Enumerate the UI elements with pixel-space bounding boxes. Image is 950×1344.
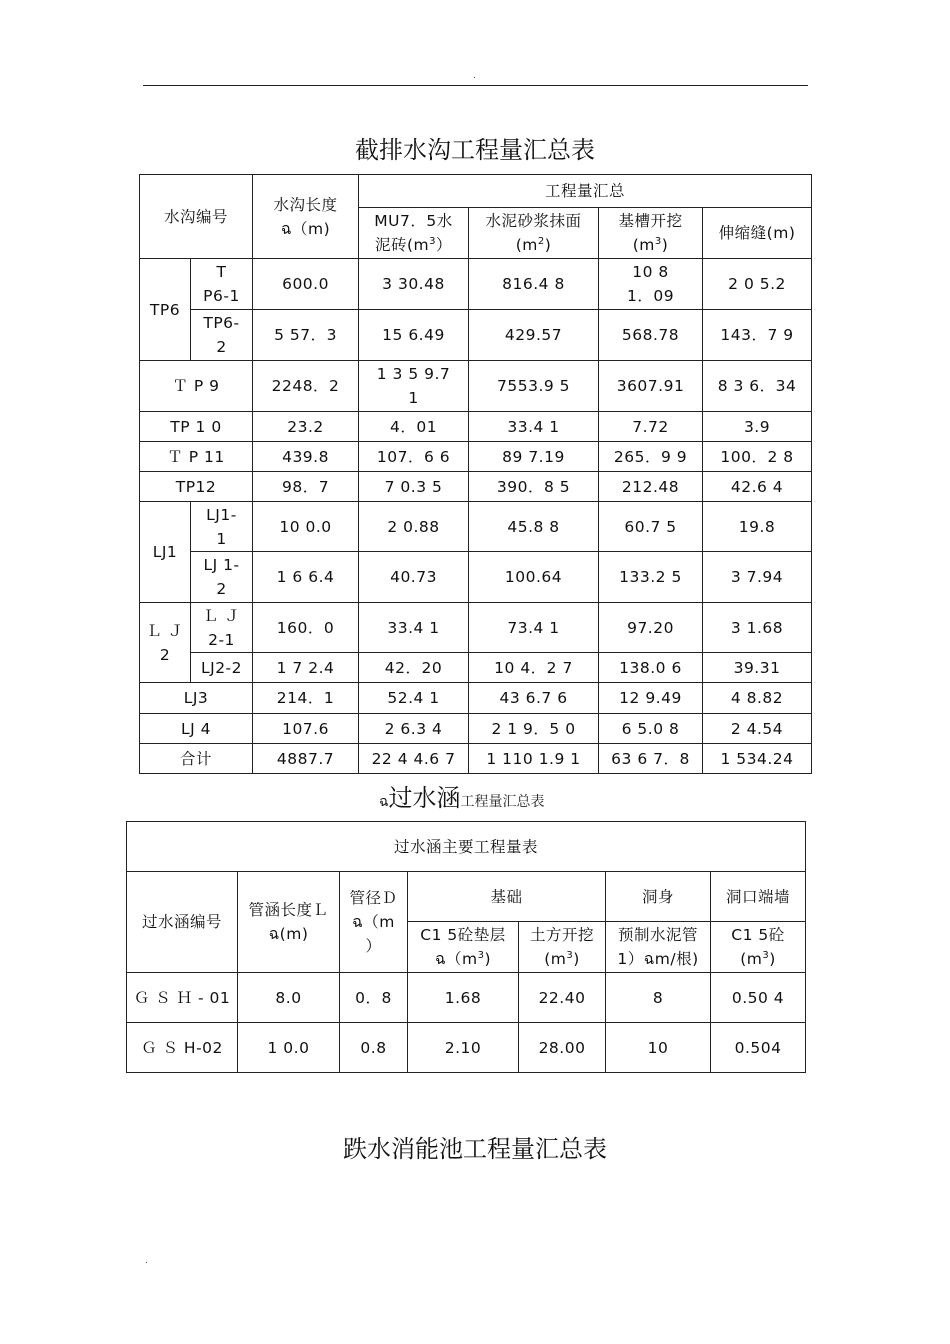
header-precast-pipe: 预制水泥管 1）ฉm/根) (606, 922, 711, 973)
cell-brick: 107．6 6 (359, 442, 469, 472)
cell-length: 23.2 (253, 412, 359, 442)
cell-length: 107.6 (253, 714, 359, 744)
cell-excavation: 6 5.0 8 (599, 714, 703, 744)
cell-joint: 4 8.82 (703, 683, 812, 714)
cell-length: 1 0.0 (238, 1023, 340, 1073)
row-id: T P6-1 (191, 259, 253, 310)
table-row (140, 361, 812, 412)
header-expansion-joint: 伸缩缝(m) (703, 208, 812, 259)
cell-joint: 2 4.54 (703, 714, 812, 744)
cell-excavation: 12 9.49 (599, 683, 703, 714)
cell-earthwork: 28.00 (519, 1023, 606, 1073)
cell-length: 5 57．3 (253, 310, 359, 361)
cell-plaster: 390．8 5 (469, 472, 599, 502)
cell-length: 98．7 (253, 472, 359, 502)
cell-joint: 1 534.24 (703, 744, 812, 774)
table-row-total (140, 744, 812, 774)
cell-length: 439.8 (253, 442, 359, 472)
row-id: LJ1- 1 (191, 502, 253, 552)
cell-excavation: 97.20 (599, 603, 703, 653)
cell-plaster: 100.64 (469, 552, 599, 603)
title-main: 过水涵 (388, 784, 461, 812)
row-id: TP6- 2 (191, 310, 253, 361)
cell-length: 2248．2 (253, 361, 359, 412)
cell-cushion: 2.10 (408, 1023, 519, 1073)
cell-joint: 39.31 (703, 653, 812, 683)
cell-plaster: 7553.9 5 (469, 361, 599, 412)
cell-earthwork: 22.40 (519, 973, 606, 1023)
cell-plaster: 10 4．2 7 (469, 653, 599, 683)
cell-cushion: 1.68 (408, 973, 519, 1023)
cell-brick: 15 6.49 (359, 310, 469, 361)
table-row (140, 442, 812, 472)
cell-brick: 42．20 (359, 653, 469, 683)
row-id: TP12 (140, 472, 253, 502)
header-earthwork: 土方开挖 $(m^3)$ (519, 922, 606, 973)
cell-brick: 2 0.88 (359, 502, 469, 552)
cell-brick: 33.4 1 (359, 603, 469, 653)
cell-excavation: 133.2 5 (599, 552, 703, 603)
header-body: 洞身 (606, 872, 711, 922)
cell-length: 160．0 (253, 603, 359, 653)
header-ditch-length: 水沟长度 ฉ（m) (253, 175, 359, 259)
row-id: Ｌ Ｊ 2-1 (191, 603, 253, 653)
cell-brick: 2 6.3 4 (359, 714, 469, 744)
cell-excavation: 138.0 6 (599, 653, 703, 683)
table-row (140, 259, 812, 310)
drainage-summary-table (139, 174, 812, 774)
footer-mark: . (145, 1256, 148, 1266)
header-end-wall: 洞口端墙 (711, 872, 806, 922)
row-id: Ｔ P 9 (140, 361, 253, 412)
header-mark: . (473, 71, 476, 81)
cell-excavation: 265．9 9 (599, 442, 703, 472)
header-pipe-diameter: 管径Ｄ ฉ（m ） (340, 872, 408, 973)
cell-length: 214．1 (253, 683, 359, 714)
cell-length: 4887.7 (253, 744, 359, 774)
header-culvert-id: 过水涵编号 (127, 872, 238, 973)
cell-joint: 3 1.68 (703, 603, 812, 653)
cell-brick: 52.4 1 (359, 683, 469, 714)
row-id: LJ 4 (140, 714, 253, 744)
cell-joint: 3.9 (703, 412, 812, 442)
cell-precast-pipe: 8 (606, 973, 711, 1023)
cell-diameter: 0.8 (340, 1023, 408, 1073)
cell-plaster: 89 7.19 (469, 442, 599, 472)
cell-plaster: 1 110 1.9 1 (469, 744, 599, 774)
cell-excavation: 63 6 7．8 (599, 744, 703, 774)
table-row (140, 472, 812, 502)
table-row (127, 1023, 806, 1073)
cell-excavation: 60.7 5 (599, 502, 703, 552)
header-rule (143, 85, 808, 86)
cell-precast-pipe: 10 (606, 1023, 711, 1073)
cell-concrete: 0.50 4 (711, 973, 806, 1023)
cell-joint: 8 3 6．34 (703, 361, 812, 412)
table-row (140, 310, 812, 361)
culvert-summary-table (126, 821, 806, 1073)
table-row (127, 973, 806, 1023)
row-id: Ｔ P 11 (140, 442, 253, 472)
table-row (140, 714, 812, 744)
cell-brick: 1 3 5 9.7 1 (359, 361, 469, 412)
cell-length: 8.0 (238, 973, 340, 1023)
row-id: Ｇ Ｓ H-02 (127, 1023, 238, 1073)
cell-length: 600.0 (253, 259, 359, 310)
header-plaster: 水泥砂浆抹面 $(m^2)$ (469, 208, 599, 259)
header-ditch-id: 水沟编号 (140, 175, 253, 259)
table1-title: 截排水沟工程量汇总表 (355, 136, 595, 164)
cell-brick: 7 0.3 5 (359, 472, 469, 502)
header-foundation: 基础 (408, 872, 606, 922)
row-id: 合计 (140, 744, 253, 774)
row-id: TP 1 0 (140, 412, 253, 442)
header-excavation: 基槽开挖 $(m^3)$ (599, 208, 703, 259)
title-glyph: ฉ (379, 794, 389, 810)
title-suffix: 工程量汇总表 (460, 794, 545, 810)
cell-brick: 22 4 4.6 7 (359, 744, 469, 774)
cell-diameter: 0．8 (340, 973, 408, 1023)
header-quantity-summary: 工程量汇总 (359, 175, 812, 208)
cell-excavation: 212.48 (599, 472, 703, 502)
cell-plaster: 45.8 8 (469, 502, 599, 552)
cell-joint: 100．2 8 (703, 442, 812, 472)
header-concrete: C1 5砼 $(m^3)$ (711, 922, 806, 973)
cell-joint: 19.8 (703, 502, 812, 552)
table-row (140, 683, 812, 714)
cell-brick: 4．01 (359, 412, 469, 442)
table-row (140, 603, 812, 653)
cell-length: 10 0.0 (253, 502, 359, 552)
group-label: TP6 (140, 259, 191, 361)
cell-plaster: 33.4 1 (469, 412, 599, 442)
cell-joint: 143．7 9 (703, 310, 812, 361)
cell-plaster: 816.4 8 (469, 259, 599, 310)
cell-excavation: 10 8 1．09 (599, 259, 703, 310)
header-brick: MU7．5水 泥砖$(m^3)$ (359, 208, 469, 259)
cell-joint: 2 0 5.2 (703, 259, 812, 310)
cell-excavation: 3607.91 (599, 361, 703, 412)
cell-length: 1 7 2.4 (253, 653, 359, 683)
group-label: LJ1 (140, 502, 191, 603)
cell-brick: 3 30.48 (359, 259, 469, 310)
table-row (140, 412, 812, 442)
cell-concrete: 0.504 (711, 1023, 806, 1073)
section3-title: 跌水消能池工程量汇总表 (343, 1135, 607, 1163)
cell-excavation: 7.72 (599, 412, 703, 442)
table2-title (379, 782, 545, 818)
row-id: LJ3 (140, 683, 253, 714)
table-row (140, 502, 812, 552)
row-id: Ｇ Ｓ Ｈ - 01 (127, 973, 238, 1023)
cell-length: 1 6 6.4 (253, 552, 359, 603)
cell-joint: 3 7.94 (703, 552, 812, 603)
group-label: Ｌ Ｊ 2 (140, 603, 191, 683)
header-cushion: C1 5砼垫层 ฉ$(m^3)$ (408, 922, 519, 973)
cell-brick: 40.73 (359, 552, 469, 603)
cell-plaster: 429.57 (469, 310, 599, 361)
table-row (140, 552, 812, 603)
table2-caption: 过水涵主要工程量表 (127, 822, 806, 872)
row-id: LJ2-2 (191, 653, 253, 683)
table-row (140, 653, 812, 683)
row-id: LJ 1- 2 (191, 552, 253, 603)
cell-plaster: 73.4 1 (469, 603, 599, 653)
cell-excavation: 568.78 (599, 310, 703, 361)
cell-plaster: 43 6.7 6 (469, 683, 599, 714)
cell-joint: 42.6 4 (703, 472, 812, 502)
header-pipe-length: 管涵长度Ｌ ฉ(m) (238, 872, 340, 973)
cell-plaster: 2 1 9．5 0 (469, 714, 599, 744)
